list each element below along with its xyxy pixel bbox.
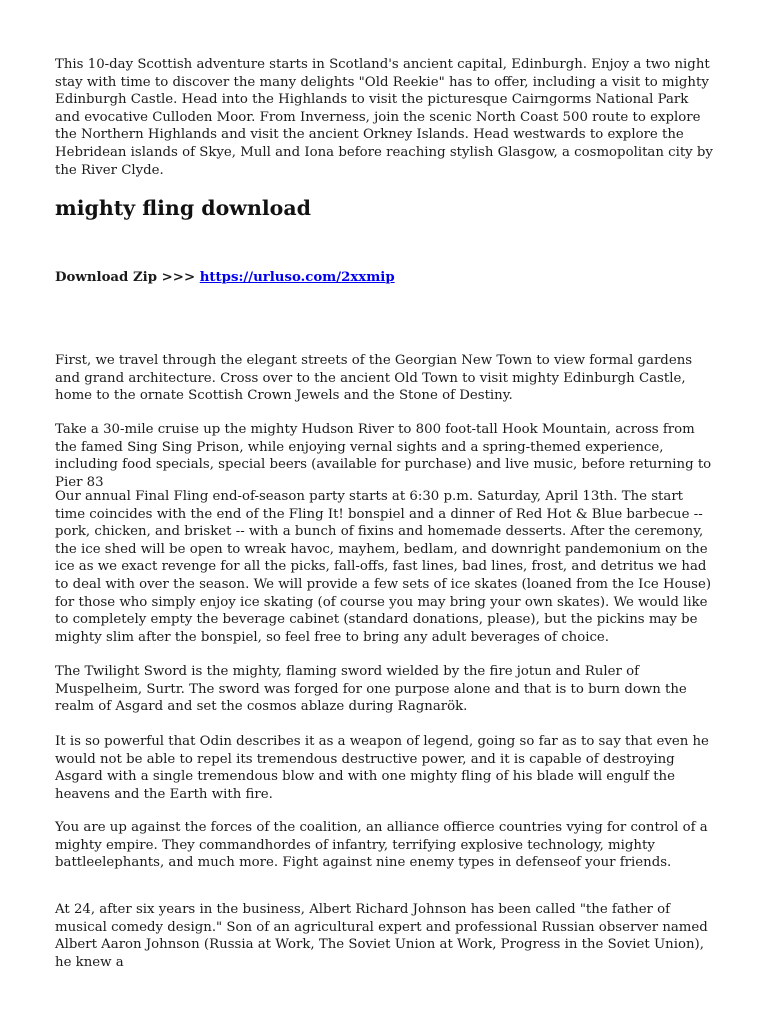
body-paragraph: Take a 30-mile cruise up the mighty Hudson River to 800 foot-tall Hook Mountain, across from the famed Sing Sing Prison, while enjoying vernal sights and a spring-themed experience, including food specials, special beers (available for purchase) and live music, before returning to Pier 83 [55, 422, 712, 490]
body-paragraph: At 24, after six years in the business, Albert Richard Johnson has been called "the father of musical comedy design." Son of an agricultural expert and professional Russian observer named Albert Aaron Johnson (Russia at Work, The Soviet Union at Work, Progress in the Soviet Union), he knew a [55, 902, 708, 970]
body-paragraph: You are up against the forces of the coalition, an alliance offierce countries vying for control of a mighty empire. They commandhordes of infantry, terrifying explosive technology, mighty battleelephants, and much more. Fight against nine enemy types in defenseof your friends. [55, 820, 708, 871]
download-label: Download Zip >>> [55, 270, 200, 285]
body-paragraph: It is so powerful that Odin describes it as a weapon of legend, going so far as to say that even he would not be able to repel its tremendous destructive power, and it is capable of destroying Asgard with a single tremendous blow and with one mighty fling of his blade will engulf the heavens and the Earth with fire. [55, 734, 709, 802]
body-paragraph: The Twilight Sword is the mighty, flaming sword wielded by the fire jotun and Ruler of Muspelheim, Surtr. The sword was forged for one purpose alone and that is to burn down the realm of Asgard and set the cosmos ablaze during Ragnarök. [55, 664, 687, 715]
download-link[interactable]: https://urluso.com/2xxmip [199, 270, 395, 285]
body-paragraph: First, we travel through the elegant streets of the Georgian New Town to view formal gardens and grand architecture. Cross over to the ancient Old Town to visit mighty Edinburgh Castle, home to the ornate Scottish Crown Jewels and the Stone of Destiny. [55, 353, 693, 404]
body-paragraph: Our annual Final Fling end-of-season party starts at 6:30 p.m. Saturday, April 13th. The start time coincides with the end of the Fling It! bonspiel and a dinner of Red Hot & Blue barbecue -- pork, chicken, and brisket -- with a bunch of fixins and homemade desserts. After the ceremony, the ice shed will be open to wreak havoc, mayhem, bedlam, and downright pandemonium on the ice as we exact revenge for all the picks, fall-offs, fast lines, bad lines, frost, and detritus we had to deal with over the season. We will provide a few sets of ice skates (loaned from the Ice House) for those who simply enjoy ice skating (of course you may bring your own skates). We would like to completely empty the beverage cabinet (standard donations, please), but the pickins may be mighty slim after the bonspiel, so feel free to bring any adult beverages of choice. [55, 489, 712, 645]
download-line [55, 269, 395, 287]
intro-paragraph: This 10-day Scottish adventure starts in Scotland's ancient capital, Edinburgh. Enjoy a two night stay with time to discover the many delights "Old Reekie" has to offer, including a visit to mighty Edinburgh Castle. Head into the Highlands to visit the picturesque Cairngorms National Park and evocative Culloden Moor. From Inverness, join the scenic North Coast 500 route to explore the Northern Highlands and visit the ancient Orkney Islands. Head westwards to explore the Hebridean islands of Skye, Mull and Iona before reaching stylish Glasgow, a cosmopolitan city by the River Clyde. [55, 57, 713, 178]
page-title: mighty fling download [55, 196, 311, 220]
